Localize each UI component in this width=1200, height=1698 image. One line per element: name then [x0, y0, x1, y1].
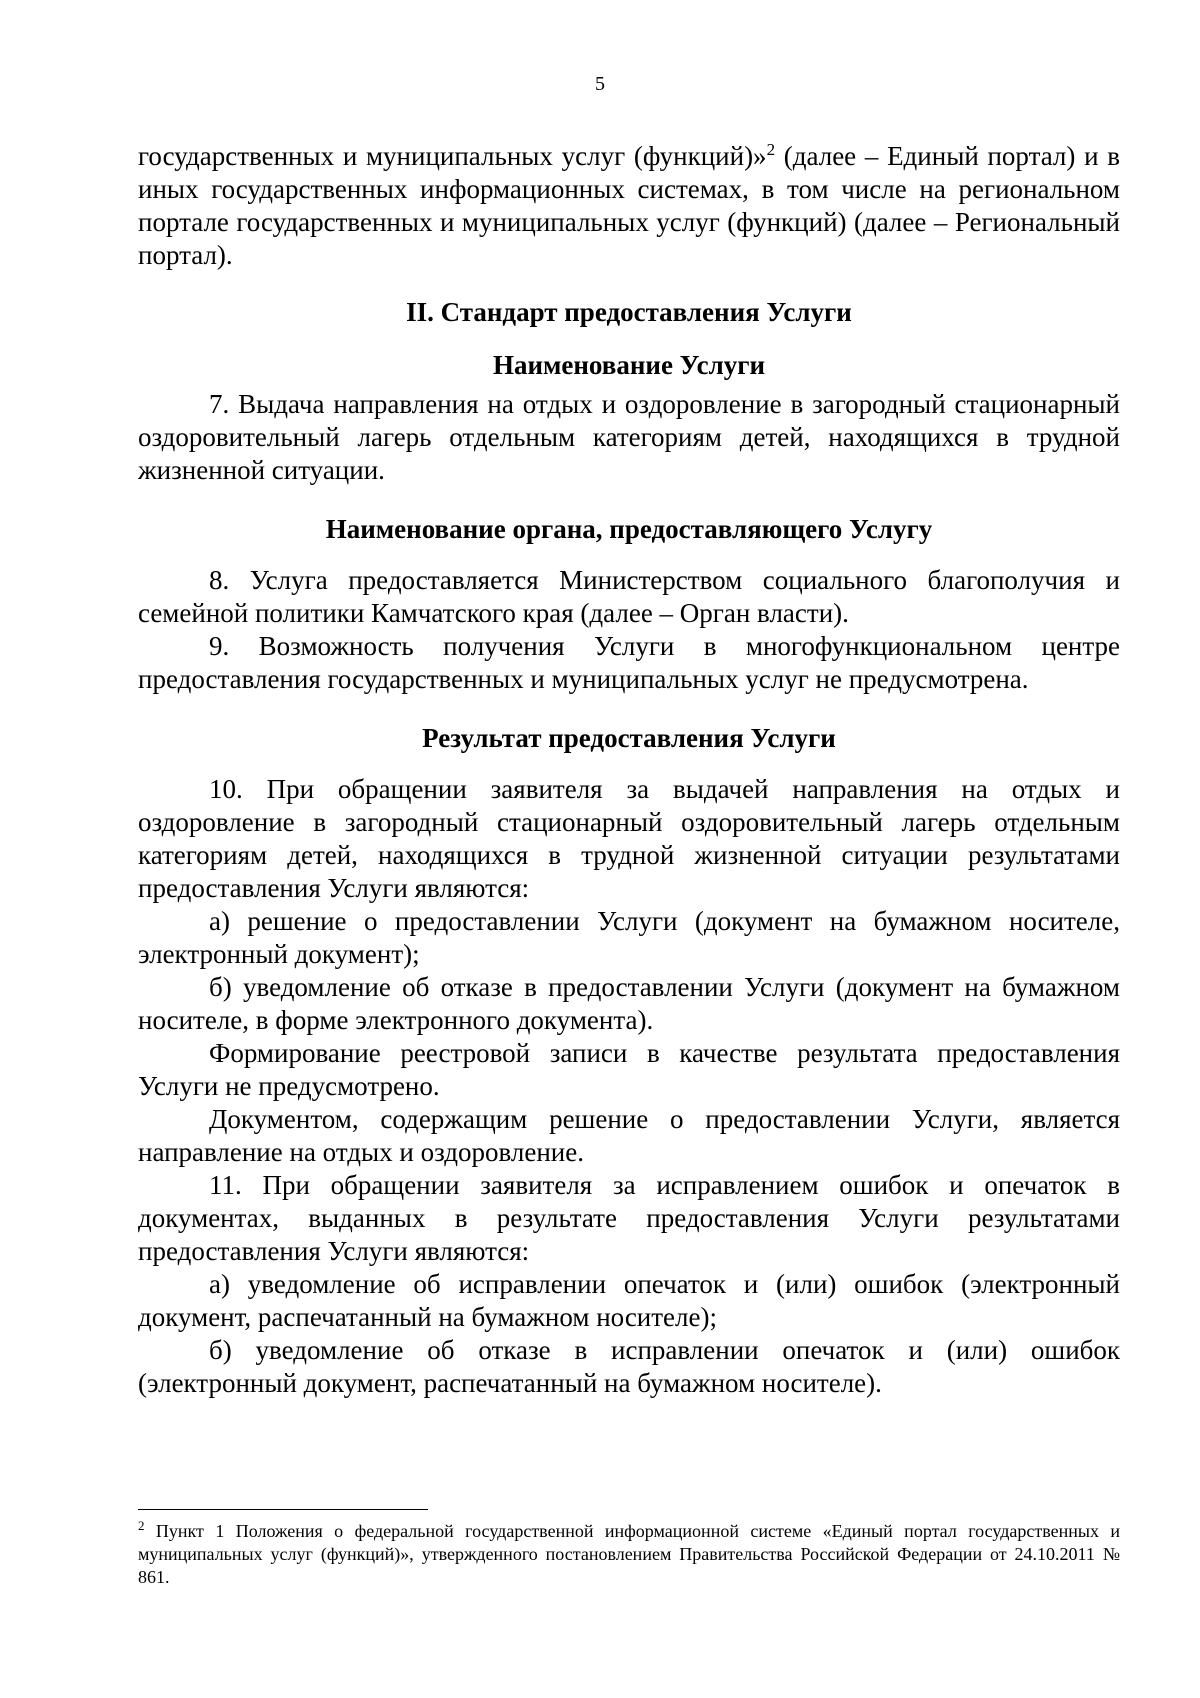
- paragraph-11: 11. При обращении заявителя за исправлением ошибок и опечаток в документах, выданных в результате предоставления Услуги результатами предоставления Услуги являются:: [138, 1170, 1120, 1266]
- footnote-reference[interactable]: 2: [766, 140, 776, 159]
- footnote: [138, 1520, 1120, 1589]
- page-body: [138, 140, 1120, 1400]
- paragraph-10-d: Документом, содержащим решение о предоставлении Услуги, является направление на отдых и оздоровление.: [138, 1104, 1120, 1167]
- page-number: 5: [595, 73, 605, 95]
- paragraph-10-b: б) уведомление об отказе в предоставлении Услуги (документ на бумажном носителе, в форме электронного документа).: [138, 972, 1120, 1035]
- paragraph-10: 10. При обращении заявителя за выдачей направления на отдых и оздоровление в загородный стационарный оздоровительный лагерь отдельным категориям детей, находящихся в трудной жизненной ситуации результатами предоставления Услуги являются:: [138, 774, 1120, 903]
- footnote-divider: [138, 1509, 428, 1510]
- paragraph-8: 8. Услуга предоставляется Министерством социального благополучия и семейной политики Камчатского края (далее – Орган власти).: [138, 565, 1120, 628]
- section-title: II. Стандарт предоставления Услуги: [406, 297, 852, 327]
- paragraph-11-a: а) уведомление об исправлении опечаток и (или) ошибок (электронный документ, распечатанный на бумажном носителе);: [138, 1269, 1120, 1332]
- paragraph-10-c: Формирование реестровой записи в качестве результата предоставления Услуги не предусмотрено.: [138, 1038, 1120, 1101]
- paragraph-11-b: б) уведомление об отказе в исправлении опечаток и (или) ошибок (электронный документ, распечатанный на бумажном носителе).: [138, 1335, 1120, 1398]
- paragraph-9: 9. Возможность получения Услуги в многофункциональном центре предоставления государственных и муниципальных услуг не предусмотрена.: [138, 631, 1120, 694]
- footnote-marker: 2: [138, 1518, 145, 1533]
- intro-paragraph: [138, 140, 1120, 272]
- paragraph-10-a: а) решение о предоставлении Услуги (документ на бумажном носителе, электронный документ);: [138, 906, 1120, 969]
- paragraph-7: 7. Выдача направления на отдых и оздоровление в загородный стационарный оздоровительный лагерь отдельным категориям детей, находящихся в трудной жизненной ситуации.: [138, 389, 1120, 485]
- intro-text-before-ref: государственных и муниципальных услуг (функций)»: [138, 141, 767, 171]
- heading-result: Результат предоставления Услуги: [422, 723, 836, 753]
- footnote-text: Пункт 1 Положения о федеральной государственной информационной системе «Единый портал государственных и муниципальных услуг (функций)», утвержденного постановлением Правительства Российской Федерации от 24.10.2011 № 861.: [138, 1521, 1120, 1587]
- heading-authority: Наименование органа, предоставляющего Услугу: [325, 514, 933, 544]
- intro-text-after-ref: (далее – Единый портал) и в иных государственных информационных системах, в том числе на региональном портале государственных и муниципальных услуг (функций) (далее – Региональный портал).: [138, 141, 1120, 270]
- heading-service-name: Наименование Услуги: [492, 350, 766, 380]
